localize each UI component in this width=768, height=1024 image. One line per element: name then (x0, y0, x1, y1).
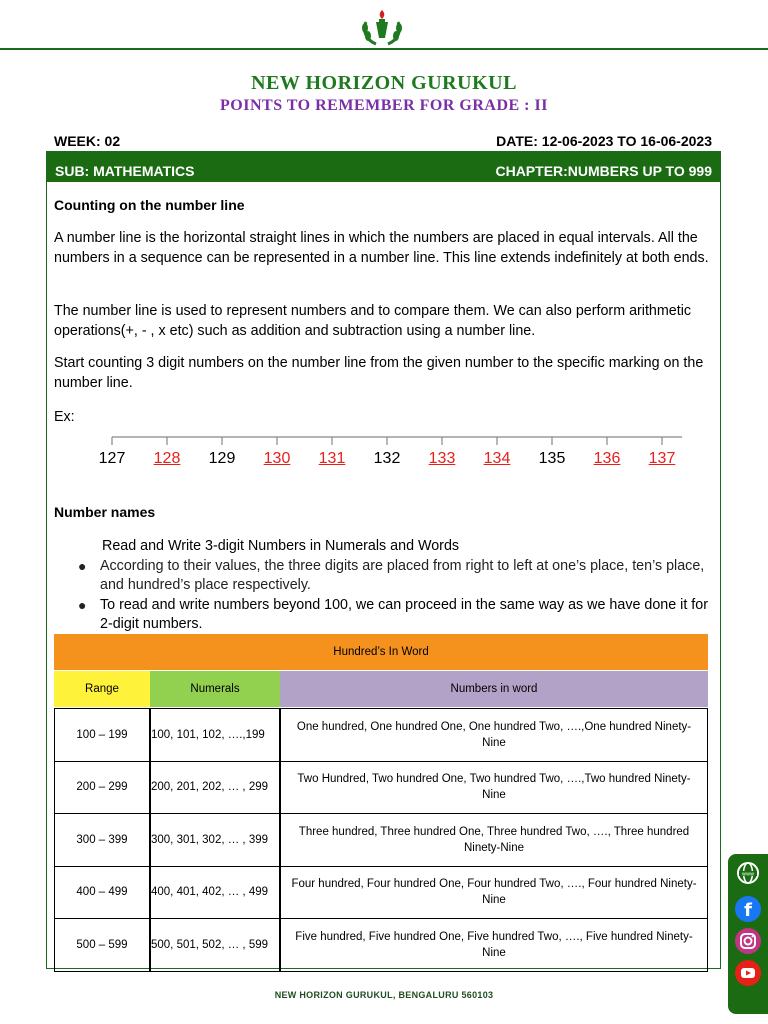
youtube-icon[interactable] (735, 960, 761, 986)
table-cell-numerals: 400, 401, 402, … , 499 (150, 866, 280, 920)
table-header-words: Numbers in word (280, 671, 708, 707)
svg-text:f: f (744, 900, 752, 921)
svg-text:www: www (741, 871, 755, 878)
subject-label: SUB: MATHEMATICS (55, 163, 195, 179)
subject-bar (47, 152, 720, 182)
table-cell-words: Two Hundred, Two hundred One, Two hundred Two, ….,Two hundred Ninety-Nine (280, 761, 708, 815)
table-cell-numerals: 100, 101, 102, ….,199 (150, 708, 280, 762)
table-cell-numerals: 300, 301, 302, … , 399 (150, 813, 280, 867)
number-names-subheading: Read and Write 3-digit Numbers in Numerals and Words (102, 538, 460, 554)
table-title: Hundred’s In Word (54, 634, 708, 670)
instagram-icon[interactable] (735, 928, 761, 954)
school-name: NEW HORIZON GURUKUL (251, 72, 517, 94)
bullet-item: ● To read and write numbers beyond 100, we can proceed in the same way as we have done it for 2-digit numbers. (78, 597, 708, 632)
table-cell-range: 300 – 399 (54, 813, 150, 867)
number-line-label: 127 (98, 450, 126, 467)
table-cell-words: Five hundred, Five hundred One, Five hundred Two, …., Five hundred Ninety-Nine (280, 918, 708, 972)
grade-title: POINTS TO REMEMBER FOR GRADE : II (220, 97, 548, 114)
paragraph-usage: The number line is used to represent numbers and to compare them. We can also perform arithmetic operations(+, - , x etc) such as addition and subtraction using a number line. (54, 303, 692, 339)
section-heading-number-names: Number names (54, 504, 156, 520)
table-cell-numerals: 500, 501, 502, … , 599 (150, 918, 280, 972)
number-line-label: 133 (428, 450, 456, 467)
table-cell-words: Three hundred, Three hundred One, Three hundred Two, …., Three hundred Ninety-Nine (280, 813, 708, 867)
facebook-icon[interactable] (735, 896, 761, 922)
school-logo-icon (356, 8, 408, 50)
number-line-label: 135 (538, 450, 566, 467)
section-heading-number-line: Counting on the number line (54, 197, 245, 213)
table-cell-words: One hundred, One hundred One, One hundred Two, ….,One hundred Ninety-Nine (280, 708, 708, 762)
paragraph-definition: A number line is the horizontal straight lines in which the numbers are placed in equal intervals. All the numbers in a sequence can be represented in a number line. This line extends indefinitely at both ends. (54, 230, 709, 266)
example-label: Ex: (54, 409, 75, 425)
number-line-label: 129 (208, 450, 236, 467)
bullet-item: ● According to their values, the three digits are placed from right to left at one’s place, ten’s place, and hundred’s place respectively. (78, 558, 705, 593)
chapter-label: CHAPTER:NUMBERS UP TO 999 (495, 163, 712, 179)
table-header-numerals: Numerals (150, 671, 280, 707)
number-line-label: 132 (373, 450, 401, 467)
table-cell-range: 500 – 599 (54, 918, 150, 972)
table-cell-range: 400 – 499 (54, 866, 150, 920)
week-label: WEEK: 02 (54, 133, 121, 149)
bullet-dot-icon: ● (78, 597, 87, 613)
web-icon[interactable] (735, 860, 761, 886)
number-line-label: 131 (318, 450, 346, 467)
date-range: DATE: 12-06-2023 TO 16-06-2023 (496, 133, 712, 149)
table-header-range: Range (54, 671, 150, 707)
bullet-dot-icon: ● (78, 558, 87, 574)
number-line (90, 420, 710, 480)
table-cell-range: 200 – 299 (54, 761, 150, 815)
header-divider (0, 48, 768, 50)
number-line-label: 134 (483, 450, 511, 467)
number-line-label: 130 (263, 450, 291, 467)
table-cell-range: 100 – 199 (54, 708, 150, 762)
paragraph-counting: Start counting 3 digit numbers on the number line from the given number to the specific marking on the number line. (54, 355, 704, 391)
table-cell-words: Four hundred, Four hundred One, Four hundred Two, …., Four hundred Ninety-Nine (280, 866, 708, 920)
number-line-label: 136 (593, 450, 621, 467)
footer-address: NEW HORIZON GURUKUL, BENGALURU 560103 (274, 990, 494, 1000)
number-line-label: 128 (153, 450, 181, 467)
number-names-bullets (54, 557, 722, 634)
table-cell-numerals: 200, 201, 202, … , 299 (150, 761, 280, 815)
number-line-label: 137 (648, 450, 676, 467)
